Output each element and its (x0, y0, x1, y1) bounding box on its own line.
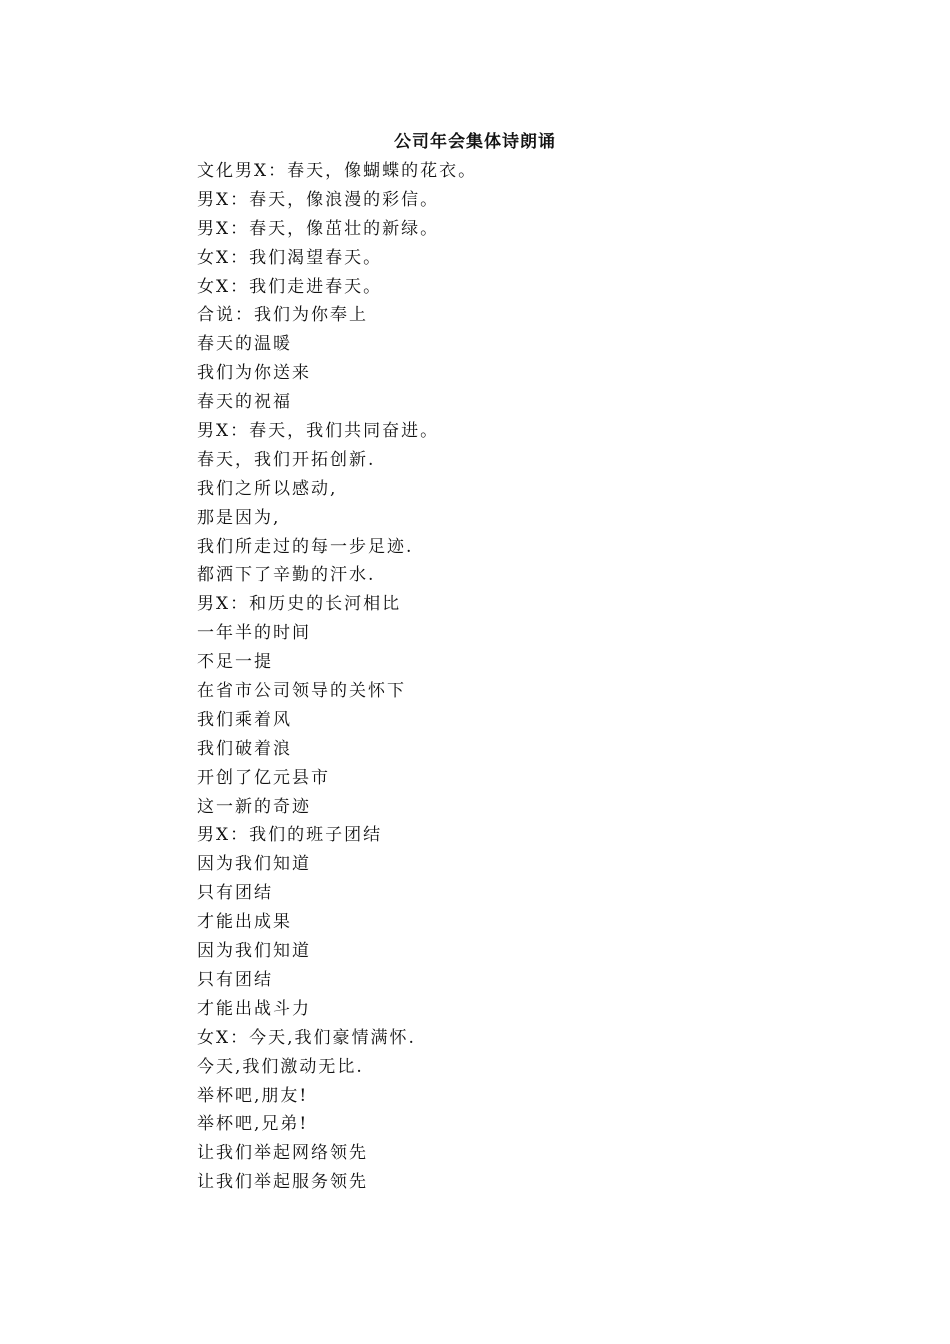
poem-line: 只有团结 (197, 883, 273, 904)
poem-line: 我们所走过的每一步足迹. (197, 536, 414, 557)
poem-line: 不足一提 (197, 652, 273, 673)
poem-line: 男X：我们的班子团结 (197, 825, 383, 846)
poem-line: 春天的祝福 (197, 392, 292, 413)
poem-line: 我们为你送来 (197, 363, 311, 384)
poem-line: 那是因为, (197, 507, 281, 528)
poem-line: 我们破着浪 (197, 738, 292, 759)
poem-line: 因为我们知道 (197, 941, 311, 962)
poem-line: 今天,我们激动无比. (197, 1056, 364, 1077)
poem-line: 才能出成果 (197, 912, 292, 933)
poem-line: 男X：和历史的长河相比 (197, 594, 402, 615)
poem-line: 举杯吧,兄弟! (197, 1114, 309, 1135)
poem-line: 女X：今天,我们豪情满怀. (197, 1027, 416, 1048)
poem-line: 我们乘着风 (197, 709, 292, 730)
poem-line: 我们之所以感动, (197, 478, 338, 499)
poem-line: 男X：春天，像浪漫的彩信。 (197, 189, 440, 210)
document-title: 公司年会集体诗朗诵 (394, 132, 556, 152)
poem-line: 文化男X：春天，像蝴蝶的花衣。 (197, 161, 478, 181)
poem-line: 让我们举起网络领先 (197, 1143, 368, 1164)
poem-line: 在省市公司领导的关怀下 (197, 681, 406, 702)
poem-line: 让我们举起服务领先 (197, 1172, 368, 1193)
poem-line: 春天，我们开拓创新. (197, 449, 376, 470)
poem-line: 都洒下了辛勤的汗水. (197, 565, 376, 586)
poem-line: 这一新的奇迹 (197, 796, 311, 817)
poem-line: 一年半的时间 (197, 623, 311, 644)
poem-line: 才能出战斗力 (197, 998, 311, 1019)
poem-line: 合说：我们为你奉上 (197, 305, 368, 326)
poem-line: 男X：春天，我们共同奋进。 (197, 421, 440, 442)
poem-line: 男X：春天，像茁壮的新绿。 (197, 218, 440, 239)
poem-line: 女X：我们走进春天。 (197, 276, 383, 297)
poem-line: 只有团结 (197, 969, 273, 990)
poem-line: 女X：我们渴望春天。 (197, 247, 383, 268)
poem-lines (197, 157, 797, 1197)
poem-line: 举杯吧,朋友! (197, 1085, 309, 1106)
poem-line: 因为我们知道 (197, 854, 311, 875)
poem-line: 开创了亿元县市 (197, 767, 330, 788)
poem-line: 春天的温暖 (197, 334, 292, 355)
